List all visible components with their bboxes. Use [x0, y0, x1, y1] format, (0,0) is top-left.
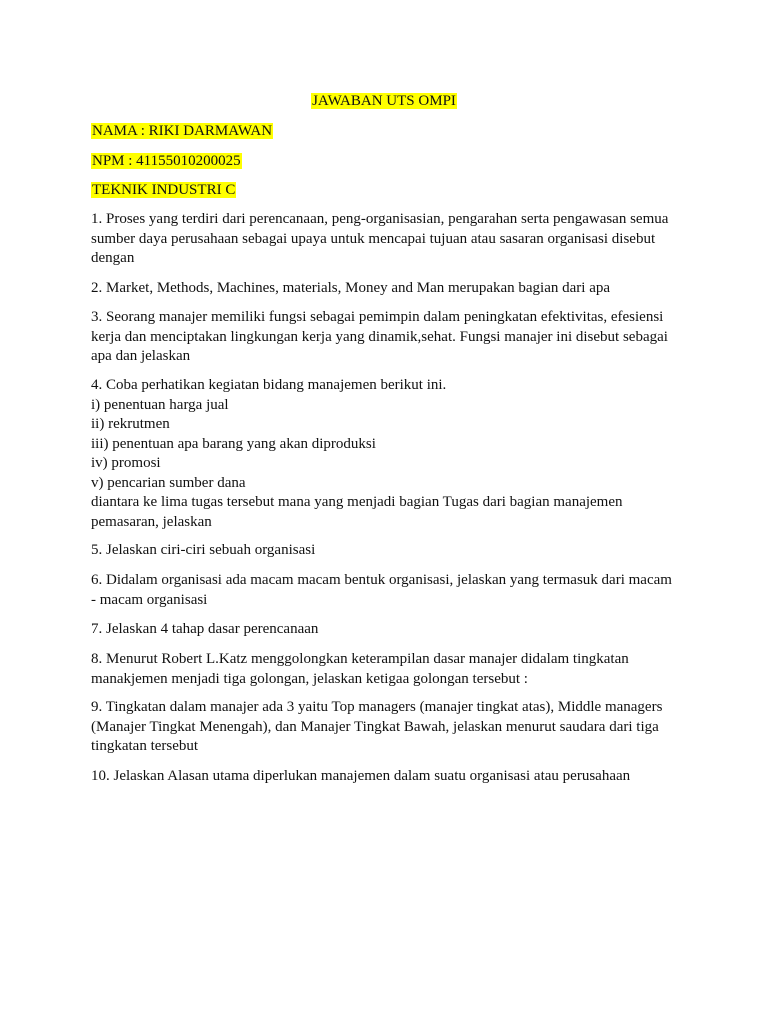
question-6	[91, 571, 691, 610]
student-npm-line	[91, 152, 242, 172]
question-line: 6. Didalam organisasi ada macam macam bentuk organisasi, jelaskan yang termasuk dari macam	[91, 572, 672, 588]
question-line: iii) penentuan apa barang yang akan diproduksi	[91, 435, 376, 452]
question-2	[91, 279, 691, 299]
question-4	[91, 376, 691, 532]
question-line: i) penentuan harga jual	[91, 396, 229, 413]
question-line: tingkatan tersebut	[91, 738, 199, 754]
question-line: 5. Jelaskan ciri-ciri sebuah organisasi	[91, 542, 316, 558]
student-name: NAMA : RIKI DARMAWAN	[92, 123, 273, 139]
question-9	[91, 698, 691, 757]
question-line: 2. Market, Methods, Machines, materials, Money and Man merupakan bagian dari apa	[91, 280, 611, 296]
question-line: 10. Jelaskan Alasan utama diperlukan manajemen dalam suatu organisasi atau perusahaan	[91, 768, 631, 784]
document-title-wrap	[0, 92, 768, 112]
question-3	[91, 308, 691, 367]
question-8	[91, 650, 691, 689]
question-line: 7. Jelaskan 4 tahap dasar perencanaan	[91, 621, 319, 637]
question-line: iv) promosi	[91, 455, 161, 471]
question-line: kerja dan menciptakan lingkungan kerja yang dinamik,sehat. Fungsi manajer ini disebut sebagai	[91, 328, 668, 345]
student-name-line	[91, 122, 273, 142]
question-10	[91, 767, 691, 787]
question-line: apa dan jelaskan	[91, 348, 191, 364]
question-line: sumber daya perusahaan sebagai upaya untuk mencapai tujuan atau sasaran organisasi disebut	[91, 230, 656, 247]
document-title: JAWABAN UTS OMPI	[312, 93, 456, 109]
student-class: TEKNIK INDUSTRI C	[92, 182, 236, 198]
question-line: - macam organisasi	[91, 591, 208, 608]
question-line: 4. Coba perhatikan kegiatan bidang manajemen berikut ini.	[91, 377, 447, 393]
question-line: dengan	[91, 250, 135, 266]
question-line: 3. Seorang manajer memiliki fungsi sebagai pemimpin dalam peningkatan efektivitas, efesiensi	[91, 309, 664, 325]
question-line: (Manajer Tingkat Menengah), dan Manajer Tingkat Bawah, jelaskan menurut saudara dari tiga	[91, 718, 659, 735]
question-line: 1. Proses yang terdiri dari perencanaan, peng-organisasian, pengarahan serta pengawasan semua	[91, 211, 669, 227]
student-class-line	[91, 181, 236, 201]
question-line: v) pencarian sumber dana	[91, 474, 246, 491]
student-npm: NPM : 41155010200025	[92, 153, 241, 169]
question-line: 9. Tingkatan dalam manajer ada 3 yaitu Top managers (manajer tingkat atas), Middle managers	[91, 699, 663, 715]
question-5	[91, 541, 691, 561]
question-line: diantara ke lima tugas tersebut mana yang menjadi bagian Tugas dari bagian manajemen	[91, 494, 623, 510]
question-line: pemasaran, jelaskan	[91, 513, 212, 530]
question-7	[91, 620, 691, 640]
question-line: manakjemen menjadi tiga golongan, jelaskan ketigaa golongan tersebut :	[91, 670, 528, 687]
question-line: ii) rekrutmen	[91, 416, 170, 432]
question-1	[91, 210, 691, 269]
question-line: 8. Menurut Robert L.Katz menggolongkan keterampilan dasar manajer didalam tingkatan	[91, 651, 629, 667]
